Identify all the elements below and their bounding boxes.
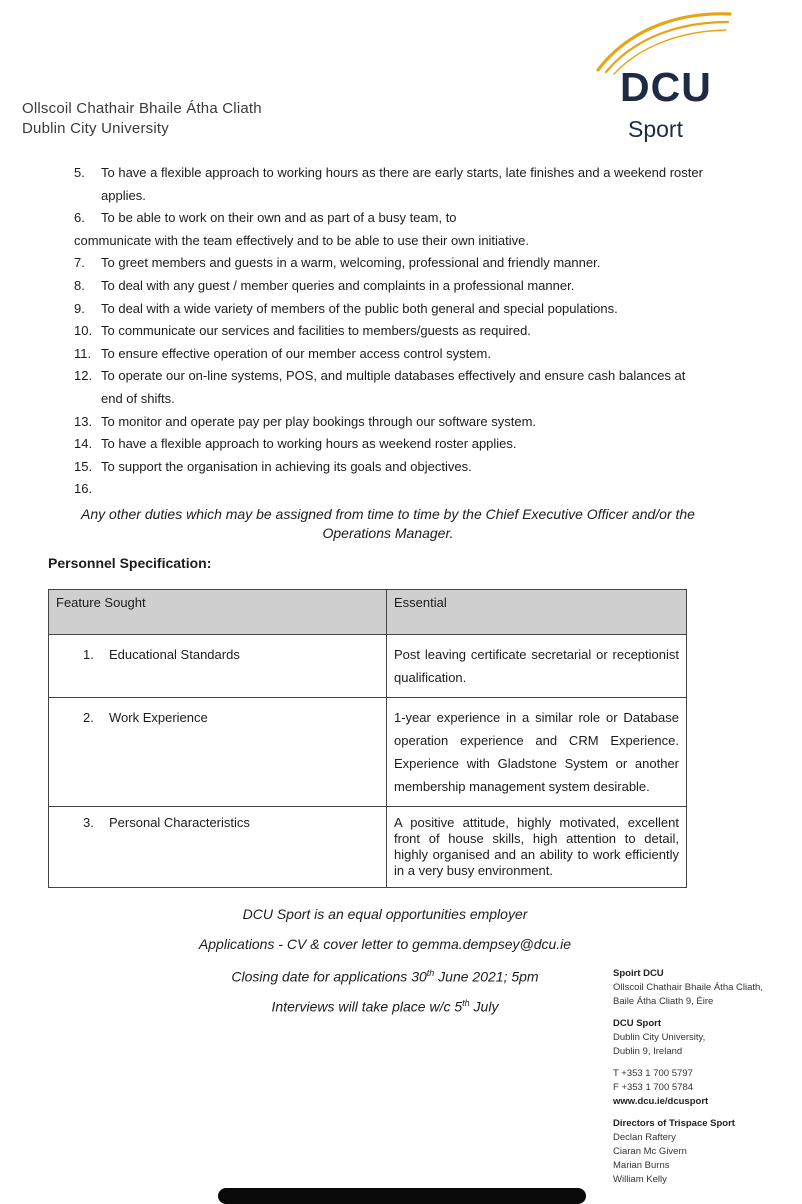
list-item-number: 14. [74,436,93,452]
list-item-number: 5. [74,165,85,180]
applications-instruction: Applications - CV & cover letter to gemma.dempsey@dcu.ie [198,935,572,952]
list-item [74,456,734,479]
other-duties-line-1: Any other duties which may be assigned from time to time by the Chief Executive Officer and/or the [81,506,695,522]
interview-dates-text: Interviews will take place w/c 5 [271,998,463,1015]
director-name: Ciaran Mc Givern [613,1146,687,1157]
list-item-continuation: end of shifts. [101,390,175,406]
interview-dates [150,991,620,1021]
duties-list [74,162,734,497]
other-duties-note [48,505,728,543]
telephone: T +353 1 700 5797 [613,1068,693,1079]
list-item [74,343,734,366]
list-item-text: To be able to work on their own and as part of a busy team, to [101,210,457,226]
personnel-specification-table [48,589,687,888]
list-item-text: To greet members and guests in a warm, welcoming, professional and friendly manner. [101,255,601,271]
list-item-number: 8. [74,277,85,293]
website: www.dcu.ie/dcusport [613,1096,709,1107]
address-line: Dublin 9, Ireland [613,1046,683,1057]
closing-date-suffix: th [426,968,435,978]
feature-number: 2. [83,710,94,725]
list-item-continuation: communicate with the team effectively and to be able to use their own initiative. [74,232,530,248]
list-item-number: 9. [74,300,85,316]
list-item [74,433,734,456]
director-name: William Kelly [613,1174,667,1185]
list-item-text: To have a flexible approach to working hours as there are early starts, late finishes and a weekend roster [101,165,703,180]
list-item-text: To operate our on-line systems, POS, and multiple databases effectively and ensure cash balances at [101,368,686,384]
feature-cell [49,807,387,888]
footer-address-block [613,967,763,1187]
feature-label: Educational Standards [109,647,240,662]
logo-sport-text: Sport [628,116,683,142]
address-line: Dublin City University, [613,1032,706,1043]
list-item-number: 7. [74,255,85,271]
university-name-english: Dublin City University [22,120,169,137]
university-name-irish: Ollscoil Chathair Bhaile Átha Cliath [22,100,262,117]
directors-title: Directors of Trispace Sport [613,1118,735,1129]
list-item [74,207,734,252]
closing-date-text: Closing date for applications 30 [231,968,427,985]
list-item-text: To monitor and operate pay per play bookings through our software system. [101,413,537,429]
address-line: Ollscoil Chathair Bhaile Átha Cliath, [613,982,763,993]
list-item-number: 16. [74,481,93,497]
dcu-sport-title: DCU Sport [613,1018,662,1029]
feature-number: 1. [83,647,94,662]
list-item-text: To deal with any guest / member queries and complaints in a professional manner. [101,277,575,293]
essential-cell: Post leaving certificate secretarial or receptionist qualification. [387,635,687,698]
table-row [49,635,687,698]
director-name: Declan Raftery [613,1132,676,1143]
equal-opportunities-statement: DCU Sport is an equal opportunities employer [242,906,528,922]
table-header-cell: Essential [387,590,687,635]
essential-cell: A positive attitude, highly motivated, excellent front of house skills, high attention to detail, highly organised and an ability to work efficiently in a very busy environment. [387,807,687,888]
essential-cell: 1-year experience in a similar role or Database operation experience and CRM Experience. Experience with Gladstone System or another membership management system desirable. [387,698,687,807]
home-indicator-bar[interactable] [218,1188,586,1204]
address-line: Baile Átha Cliath 9, Éire [613,996,714,1007]
table-row [49,807,687,888]
list-item-number: 12. [74,368,93,384]
list-item [74,365,734,410]
list-item-number: 10. [74,323,93,339]
list-item [74,252,734,275]
list-item-number: 11. [74,345,92,361]
feature-cell [49,698,387,807]
list-item-continuation: applies. [101,187,146,203]
table-header-cell: Feature Sought [49,590,387,635]
feature-label: Personal Characteristics [109,815,250,830]
list-item [74,162,734,207]
feature-cell [49,635,387,698]
interview-dates-rest: July [469,998,499,1015]
interview-dates-suffix: th [462,997,470,1008]
director-name: Marian Burns [613,1160,670,1171]
closing-date-rest: June 2021; 5pm [434,968,539,985]
table-row [49,698,687,807]
spoirt-dcu-title: Spoirt DCU [613,968,664,979]
list-item [74,320,734,343]
list-item-text: To deal with a wide variety of members of the public both general and special populations. [101,300,618,316]
fax: F +353 1 700 5784 [613,1082,694,1093]
list-item-text: To communicate our services and facilities to members/guests as required. [101,323,531,339]
list-item [74,275,734,298]
feature-label: Work Experience [109,710,208,725]
table-header-row [49,590,687,635]
dcu-sport-logo [590,6,740,146]
list-item-text: To have a flexible approach to working hours as weekend roster applies. [101,436,517,452]
closing-info [150,902,620,1020]
list-item-number: 15. [74,458,93,474]
list-item-number: 13. [74,413,93,429]
feature-number: 3. [83,815,94,830]
closing-date [150,961,620,991]
list-item-text: To support the organisation in achieving its goals and objectives. [101,458,472,474]
list-item [74,298,734,321]
personnel-specification-heading: Personnel Specification: [48,555,212,571]
list-item [74,411,734,434]
other-duties-line-2: Operations Manager. [322,525,454,541]
list-item-text: To ensure effective operation of our member access control system. [101,345,491,361]
list-item-number: 6. [74,210,85,226]
logo-dcu-text: DCU [620,64,712,110]
